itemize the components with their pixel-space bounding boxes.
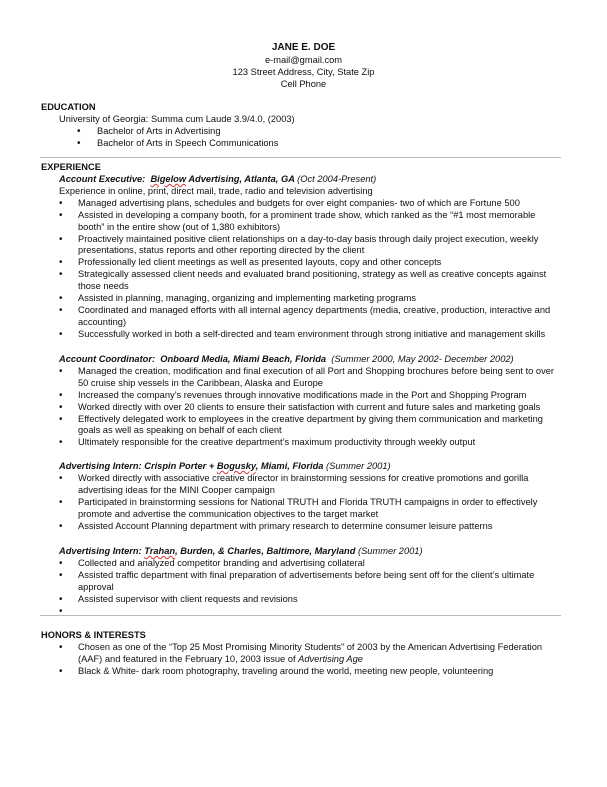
job-bullet: • Assisted in developing a company booth, for a prominent trade show, which ranked as the “#1 most memorable booth” in the entire show (out of 1,380 exhibitors) bbox=[59, 210, 564, 234]
honors-list bbox=[59, 642, 564, 678]
job-bullet: • Managed advertising plans, schedules and budgets for over eight companies- two of which are Fortune 500 bbox=[59, 198, 564, 210]
job-bullet: • Proactively maintained positive client relationships on a day-to-day basis through daily project execution, weekly presentations, status reports and other reporting directed by the client bbox=[59, 234, 564, 258]
degree-item: • Bachelor of Arts in Speech Communications bbox=[77, 138, 564, 150]
job-summary: Experience in online, print, direct mail, trade, radio and television advertising bbox=[59, 185, 373, 196]
job-role: Account Coordinator: bbox=[59, 354, 156, 364]
education-section bbox=[59, 114, 564, 150]
honor-item: • Black & White- dark room photography, traveling around the world, meeting new people, volunteering bbox=[59, 666, 564, 678]
job-bullet: • Worked directly with associative creative director in brainstorming sessions for creative promotions and gorilla advertising ideas for the MINI Cooper campaign bbox=[59, 473, 564, 497]
job-title bbox=[59, 354, 564, 366]
job-location: , Burden, & Charles, Baltimore, Maryland bbox=[175, 546, 356, 556]
job-bullet: • Strategically assessed client needs and evaluated brand positioning, strategy as well as creative concepts against those needs bbox=[59, 269, 564, 293]
job-bullet: • Successfully worked in both a self-directed and team environment through strong initiative and management skills bbox=[59, 329, 564, 341]
job-company-flagged: Bogusky bbox=[216, 461, 256, 471]
job-title bbox=[59, 174, 564, 186]
job-dates: (Oct 2004-Present) bbox=[297, 174, 377, 184]
job-bullet: • Worked directly with over 20 clients to ensure their satisfaction with current and future sales and marketing goals bbox=[59, 402, 564, 414]
job-dates: (Summer 2001) bbox=[326, 461, 391, 471]
job-bullets bbox=[59, 366, 564, 449]
job-bullets bbox=[59, 473, 564, 533]
job-bullet: • Coordinated and managed efforts with all internal agency departments (media, creative, production, interactive and accounting) bbox=[59, 305, 564, 329]
job-company: Crispin Porter + bbox=[144, 461, 217, 471]
job-role: Advertising Intern: bbox=[59, 546, 142, 556]
job-bullet: • Collected and analyzed competitor branding and advertising collateral bbox=[59, 558, 564, 570]
education-heading: EDUCATION bbox=[41, 102, 96, 112]
publication-name: Advertising Age bbox=[298, 653, 363, 664]
resume-header bbox=[0, 41, 607, 90]
job-bullet: • Assisted Account Planning department with primary research to determine consumer leisure patterns bbox=[59, 521, 564, 533]
honor-item bbox=[59, 642, 564, 666]
honors-section bbox=[59, 642, 564, 678]
degree-item: • Bachelor of Arts in Advertising bbox=[77, 126, 564, 138]
job-bullet: • Increased the company’s revenues through innovative modifications made in the Port and Shopping Program bbox=[59, 390, 564, 402]
job-company: Onboard Media, Miami Beach, Florida bbox=[160, 354, 327, 364]
section-divider bbox=[40, 157, 561, 158]
job-role: Advertising Intern: bbox=[59, 461, 142, 471]
applicant-email: e-mail@gmail.com bbox=[264, 55, 343, 65]
job-bullet: • Effectively delegated work to employees in the creative department by giving them communication and marketing goals as well as speaking on behalf of each client bbox=[59, 414, 564, 438]
experience-heading: EXPERIENCE bbox=[41, 162, 101, 172]
job-bullets bbox=[59, 558, 564, 618]
job-title bbox=[59, 461, 564, 473]
job-entry bbox=[59, 174, 564, 341]
honors-heading: HONORS & INTERESTS bbox=[41, 630, 146, 640]
job-bullet: • Assisted traffic department with final preparation of advertisements before being sent off for the client’s ultimate approval bbox=[59, 570, 564, 594]
section-divider bbox=[40, 615, 561, 616]
applicant-address: 123 Street Address, City, State Zip bbox=[232, 67, 375, 77]
job-bullets bbox=[59, 198, 564, 341]
degree-list bbox=[77, 126, 564, 150]
job-bullet: • Assisted supervisor with client requests and revisions bbox=[59, 594, 564, 606]
job-dates: (Summer 2000, May 2002- December 2002) bbox=[331, 354, 514, 364]
job-entry bbox=[59, 461, 564, 532]
job-title bbox=[59, 546, 564, 558]
job-location: , Miami, Florida bbox=[255, 461, 324, 471]
job-bullet: • Ultimately responsible for the creative department’s maximum productivity through weekly output bbox=[59, 437, 564, 449]
job-dates: (Summer 2001) bbox=[357, 546, 423, 556]
job-role: Account Executive: bbox=[59, 174, 146, 184]
job-bullet: • Assisted in planning, managing, organizing and implementing marketing programs bbox=[59, 293, 564, 305]
job-entry bbox=[59, 546, 564, 617]
job-bullet: • Managed the creation, modification and final execution of all Port and Shopping brochures before being sent to over 50 cruise ship vessels in the Caribbean, Alaska and Europe bbox=[59, 366, 564, 390]
job-bullet: • Professionally led client meetings as well as presented layouts, copy and other concepts bbox=[59, 257, 564, 269]
job-bullet: • Participated in brainstorming sessions for National TRUTH and Florida TRUTH campaigns in order to effectively promote and advertise the communication objectives to the target market bbox=[59, 497, 564, 521]
applicant-phone: Cell Phone bbox=[280, 79, 327, 89]
education-school: University of Georgia: Summa cum Laude 3.9/4.0, (2003) bbox=[59, 114, 295, 124]
job-entry bbox=[59, 354, 564, 449]
job-location: Advertising, Atlanta, GA bbox=[186, 174, 295, 184]
job-company: Bigelow bbox=[150, 174, 187, 184]
honor-text: Chosen as one of the “Top 25 Most Promising Minority Students” of 2003 by the American Advertising Federation (AAF) and featured in the February 10, 2003 issue of bbox=[78, 642, 543, 664]
job-company: Trahan bbox=[144, 546, 176, 556]
applicant-name: JANE E. DOE bbox=[271, 42, 336, 53]
